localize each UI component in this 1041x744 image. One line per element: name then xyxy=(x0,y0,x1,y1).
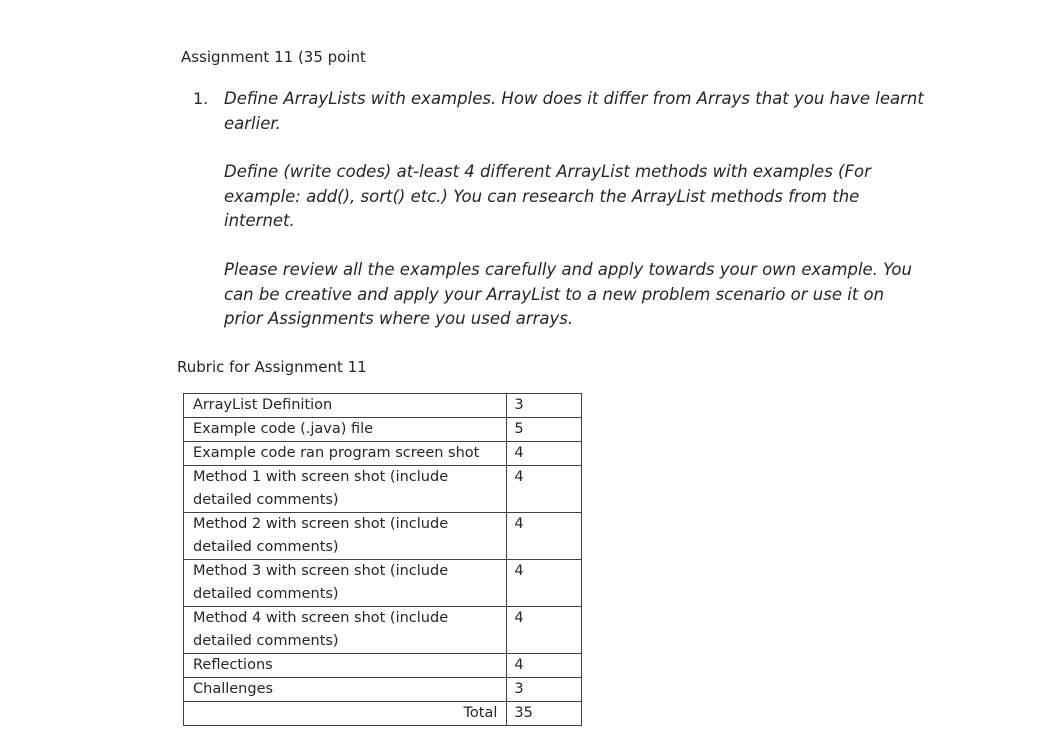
rubric-title: Rubric for Assignment 11 xyxy=(177,358,367,376)
points-cell: 4 xyxy=(507,442,582,466)
points-cell: 4 xyxy=(507,560,582,607)
criterion-cell: ArrayList Definition xyxy=(184,394,507,418)
table-row xyxy=(184,560,582,607)
points-cell: 3 xyxy=(507,394,582,418)
table-row xyxy=(184,678,582,702)
table-row xyxy=(184,394,582,418)
rubric-table xyxy=(183,393,582,726)
question-paragraph-3: Please review all the examples carefully and apply towards your own example. You can be creative and apply your ArrayList to a new problem scenario or use it on prior Assignments where you used arrays. xyxy=(224,260,912,328)
table-row xyxy=(184,418,582,442)
criterion-cell: Method 4 with screen shot (include detailed comments) xyxy=(184,607,507,654)
points-cell: 4 xyxy=(507,654,582,678)
question-paragraph-2: Define (write codes) at-least 4 different ArrayList methods with examples (For example: add(), sort() etc.) You can research the ArrayList methods from the internet. xyxy=(224,162,871,230)
total-points: 35 xyxy=(507,702,582,726)
question-paragraph-1: Define ArrayLists with examples. How does it differ from Arrays that you have learnt earlier. xyxy=(224,89,924,133)
points-cell: 4 xyxy=(507,513,582,560)
table-row xyxy=(184,513,582,560)
question-number: 1. xyxy=(193,89,209,108)
table-row xyxy=(184,466,582,513)
table-row xyxy=(184,654,582,678)
points-cell: 4 xyxy=(507,466,582,513)
total-label: Total xyxy=(184,702,507,726)
table-row xyxy=(184,442,582,466)
criterion-cell: Method 1 with screen shot (include detailed comments) xyxy=(184,466,507,513)
criterion-cell: Reflections xyxy=(184,654,507,678)
criterion-cell: Method 2 with screen shot (include detailed comments) xyxy=(184,513,507,560)
criterion-cell: Method 3 with screen shot (include detailed comments) xyxy=(184,560,507,607)
assignment-title: Assignment 11 (35 point xyxy=(181,48,366,66)
criterion-cell: Example code (.java) file xyxy=(184,418,507,442)
table-row xyxy=(184,607,582,654)
points-cell: 4 xyxy=(507,607,582,654)
criterion-cell: Example code ran program screen shot xyxy=(184,442,507,466)
total-row xyxy=(184,702,582,726)
points-cell: 3 xyxy=(507,678,582,702)
criterion-cell: Challenges xyxy=(184,678,507,702)
points-cell: 5 xyxy=(507,418,582,442)
